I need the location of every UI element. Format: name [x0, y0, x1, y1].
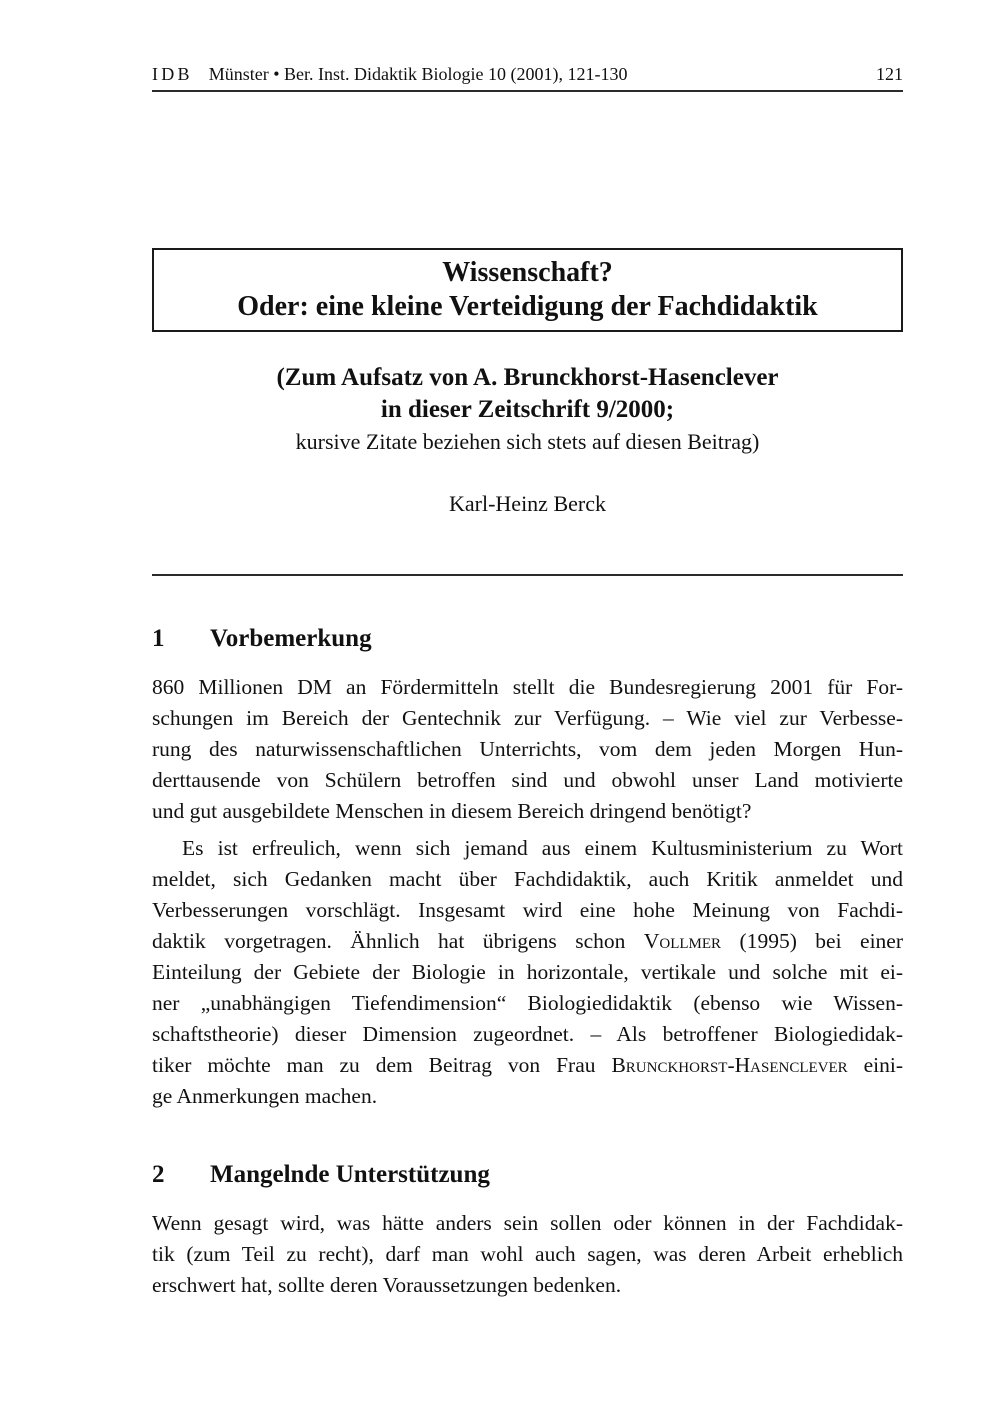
text-line: und gut ausgebildete Menschen in diesem Bereich dringend benötigt? — [152, 799, 752, 823]
page-content — [152, 62, 903, 1301]
section-title: Mangelnde Unterstützung — [210, 1161, 490, 1188]
section-1 — [152, 622, 903, 1112]
text-line: derttausende von Schülern betroffen sind und obwohl unser Land motivierte — [152, 768, 903, 792]
subtitle-normal-line: kursive Zitate beziehen sich stets auf diesen Beitrag) — [295, 429, 760, 454]
text-line: Verbesserungen vorschlägt. Insgesamt wird eine hohe Meinung von Fachdi- — [152, 898, 903, 922]
text-line: 860 Millionen DM an Fördermitteln stellt die Bundesregierung 2001 für For- — [152, 675, 903, 699]
text-line: Einteilung der Gebiete der Biologie in horizontale, vertikale und solche mit ei- — [152, 960, 903, 984]
subtitle-bold-line-1: (Zum Aufsatz von A. Brunckhorst-Hasenclever — [276, 364, 779, 391]
journal-abbreviation: IDB — [152, 64, 193, 84]
section-title: Vorbemerkung — [210, 625, 372, 652]
page-number: 121 — [876, 64, 903, 84]
text-line: Wenn gesagt wird, was hätte anders sein sollen oder können in der Fachdidak- — [152, 1211, 903, 1235]
paragraph — [152, 833, 903, 1112]
article-title-line-2: Oder: eine kleine Verteidigung der Fachdidaktik — [237, 291, 818, 322]
text-line: Es ist erfreulich, wenn sich jemand aus einem Kultusministerium zu Wort — [182, 836, 903, 860]
text-line: meldet, sich Gedanken macht über Fachdidaktik, auch Kritik anmeldet und — [152, 867, 903, 891]
text-line: ner „unabhängigen Tiefendimension“ Biologiedidaktik (ebenso wie Wissen- — [152, 991, 903, 1015]
text-line: daktik vorgetragen. Ähnlich hat übrigens schon Vollmer (1995) bei einer — [152, 929, 903, 953]
article-title-line-1: Wissenschaft? — [442, 257, 613, 288]
subtitle-bold-line-2: in dieser Zeitschrift 9/2000; — [380, 396, 675, 423]
section-number: 1 — [152, 625, 165, 652]
author-name: Karl-Heinz Berck — [449, 491, 606, 516]
section-number: 2 — [152, 1161, 165, 1188]
divider-rule — [152, 574, 903, 576]
text-line: rung des naturwissenschaftlichen Unterrichts, vom dem jeden Morgen Hun- — [152, 737, 903, 761]
subtitle-reference — [152, 362, 903, 457]
running-head — [152, 62, 903, 92]
section-heading — [152, 1158, 903, 1192]
journal-citation: Münster • Ber. Inst. Didaktik Biologie 10 (2001), 121-130 — [208, 64, 628, 84]
paragraph — [152, 1208, 903, 1301]
text-line: tik (zum Teil zu recht), darf man wohl auch sagen, was deren Arbeit erheblich — [152, 1242, 903, 1266]
paragraph — [152, 672, 903, 827]
text-line: tiker möchte man zu dem Beitrag von Frau Brunckhorst-Hasenclever eini- — [152, 1053, 903, 1077]
text-line: erschwert hat, sollte deren Voraussetzungen bedenken. — [152, 1273, 622, 1297]
text-line: schaftstheorie) dieser Dimension zugeordnet. – Als betroffener Biologiedidak- — [152, 1022, 903, 1046]
section-body — [152, 672, 903, 1112]
article-title-box — [152, 248, 903, 332]
section-2 — [152, 1158, 903, 1301]
text-line: schungen im Bereich der Gentechnik zur Verfügung. – Wie viel zur Verbesse- — [152, 706, 903, 730]
text-line: ge Anmerkungen machen. — [152, 1084, 378, 1108]
section-body — [152, 1208, 903, 1301]
section-heading — [152, 622, 903, 656]
